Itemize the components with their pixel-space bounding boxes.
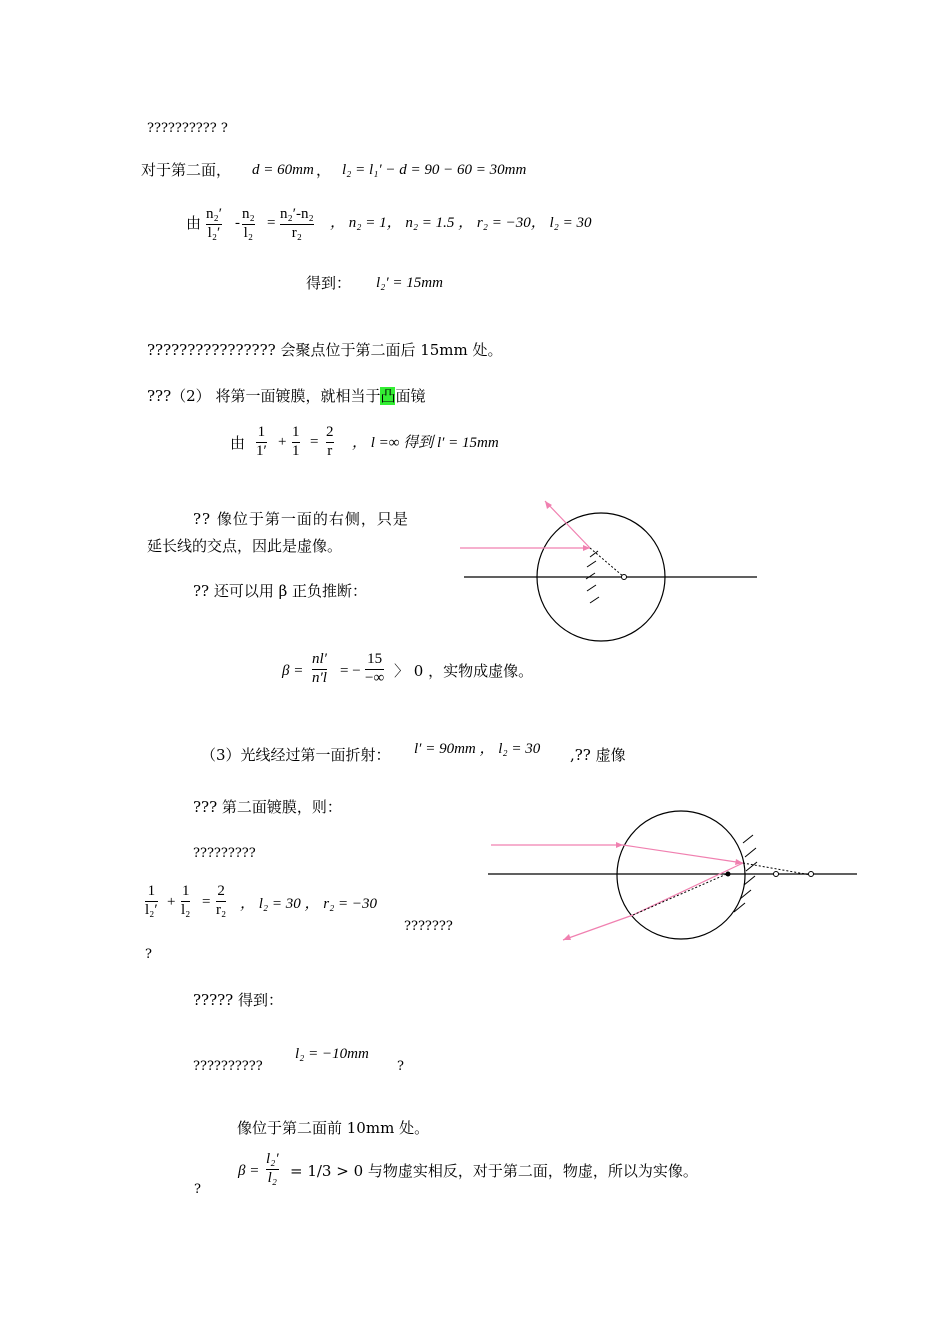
fraction-1-l2 [181,884,190,919]
fraction-1-l2p [145,884,158,919]
formula-l2-result: l₂ = −10mm [295,1046,369,1062]
fraction-l2p-l2 [266,1152,279,1187]
fraction-den: 1′ [256,442,267,459]
fraction-num: nl′ [312,651,327,667]
fraction-15-inf [365,652,384,687]
text-line-14-q2: ? [145,947,152,962]
fraction-den: l₂′ [207,224,221,241]
fraction-num: 1 [181,883,190,899]
equals-sign: = [267,215,276,231]
fraction-num: 2 [326,424,334,440]
image-point-1 [774,872,779,877]
reflected-ray [633,863,743,915]
fraction-den: 1 [292,442,300,459]
text-line-8a: ?? 像位于第一面的右侧，只是 [193,510,409,528]
text-line-1: ?????????? ? [147,121,228,136]
formula-l11: l′ = 90mm ， l₂ = 30 [414,741,541,757]
text-line-14-q: ??????? [404,919,453,934]
text-line-9: ?? 还可以用 β 正负推断： [193,582,368,600]
text-result-label: 得到： [306,274,352,292]
fraction-den: r [327,442,333,459]
fraction-den: l₂′ [145,901,158,918]
image-point-2 [809,872,814,877]
formula-l2: l₂ = l₁′ − d = 90 − 60 = 30mm [342,162,527,178]
reflected-ray [545,501,590,548]
separator: ， [316,161,332,179]
text-line-15: ????? 得到： [193,991,283,1009]
text-line-6 [147,389,425,404]
fraction-nl-nl [312,652,327,687]
exit-ray [563,915,633,940]
text-line-16-q2: ? [397,1059,404,1074]
text-line-16-q: ?????????? [193,1059,263,1074]
incident-arrow [583,545,590,551]
fraction-num: 2 [217,883,225,899]
text-you-1: 由 [186,214,202,232]
equals-sign: = [202,894,211,910]
text-line-6-post: 面镜 [395,387,426,405]
plus-sign: + [167,894,176,910]
incident-arrow [616,842,623,848]
fraction-2-r [326,425,334,460]
text-line-8b: 延长线的交点，因此是虚像。 [147,537,343,555]
fraction-1-1 [292,425,300,460]
beta-label: β = [282,663,304,679]
fraction-den: −∞ [365,669,385,686]
text-line-6-pre: ???（2） 将第一面镀膜，就相当于 [147,387,381,405]
fraction-num: 1 [147,883,156,899]
fraction-num: n₂′ [206,206,223,222]
fraction-n2p-l2p [206,207,222,242]
minus-sign: - [235,215,240,231]
formula-mirror-rest: ， l =∞ 得到 l′ = 15mm [352,435,499,451]
fraction-num: n₂′-n₂ [280,206,314,222]
fraction-den: l₂ [243,224,254,241]
fraction-num: 1 [292,424,300,440]
text-line-5: ???????????????? 会聚点位于第二面后 15mm 处。 [147,341,503,359]
fraction-den: r₂ [291,224,302,241]
fraction-num: 15 [367,651,383,667]
plus-sign: + [278,434,287,450]
image-point [622,575,627,580]
fraction-num: l₂′ [266,1151,279,1167]
fraction-n2diff-r2 [280,207,314,242]
fraction-num: 1 [257,424,266,440]
beta-conclusion-2: = 1/3 > 0 与物虚实相反，对于第二面，物虚，所以为实像。 [290,1162,698,1180]
fraction-den: r₂ [216,901,227,918]
equals-minus: = − [340,663,361,679]
text-you-2: 由 [230,434,246,452]
text-line-11-post: ,?? 虚像 [570,746,626,764]
beta-label-2: β = [238,1163,260,1179]
beta-conclusion: 〉 0 ，实物成虚像。 [394,662,534,680]
fraction-num: n₂ [242,206,255,222]
highlighted-word: 凸 [380,387,396,405]
extension-line [590,548,624,577]
exit-arrow [563,934,571,940]
fraction-2-r2 [216,884,226,919]
text-line-13: ????????? [193,846,256,861]
fraction-n2-l2 [242,207,255,242]
text-line-2-label: 对于第二面， [141,161,232,179]
concave-mirror-diagram [485,805,860,950]
equals-sign: = [310,434,319,450]
formula-l2p: l₂′ = 15mm [376,275,443,291]
text-line-12: ??? 第二面镀膜，则： [193,798,342,816]
text-line-18-q: ? [194,1182,201,1197]
fraction-den: n′l [312,669,327,686]
refracted-ray [623,845,743,863]
text-line-17: 像位于第二面前 10mm 处。 [237,1119,430,1137]
formula-params: ， n₂ = 1， n₂ = 1.5 ， r₂ = −30， l₂ = 30 [330,215,592,231]
text-line-11-pre: （3）光线经过第一面折射： [201,746,391,764]
convex-mirror-diagram [450,495,770,655]
formula-d: d = 60mm [252,162,314,178]
fraction-1-1p [256,425,267,460]
fraction-den: l₂ [181,901,191,918]
formula-line-14: ， l₂ = 30 ， r₂ = −30 [240,896,378,912]
fraction-den: l₂ [267,1169,278,1186]
focus-point [726,872,731,877]
